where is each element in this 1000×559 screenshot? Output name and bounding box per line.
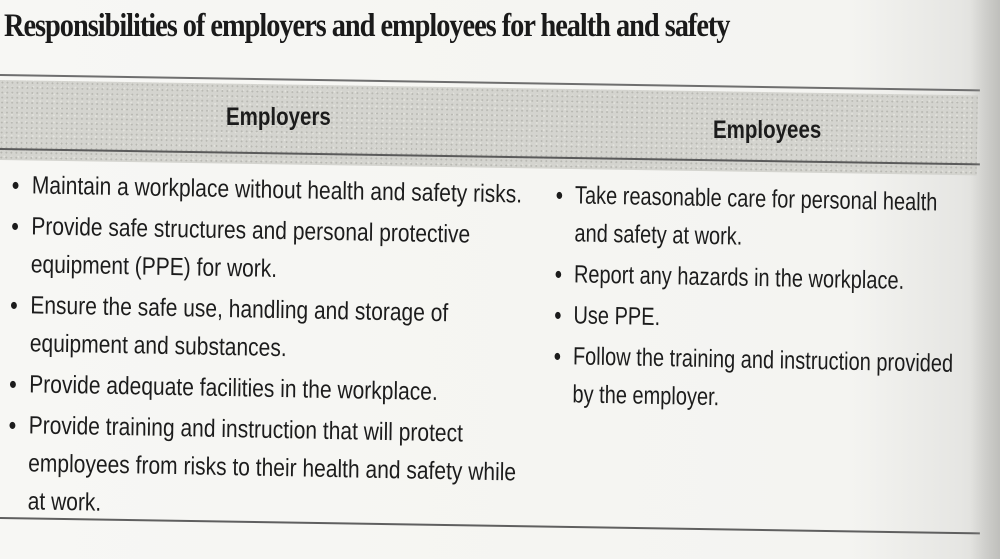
list-item: • Follow the training and instruction provided by the employer. <box>553 337 962 421</box>
list-item: • Use PPE. <box>554 296 962 342</box>
list-item: • Provide safe structures and personal protective equipment (PPE) for work. <box>10 207 523 293</box>
page-edge-shadow <box>970 0 1000 559</box>
list-item: • Ensure the safe use, handling and storage of equipment and substances. <box>9 286 522 372</box>
list-item: • Provide adequate facilities in the workplace. <box>9 365 522 413</box>
employees-column-header: Employees <box>713 116 822 144</box>
list-item: • Maintain a workplace without health and safety risks. <box>11 166 524 214</box>
list-item: • Take reasonable care for personal health and safety at work. <box>555 176 964 260</box>
list-item: • Report any hazards in the workplace. <box>555 255 963 301</box>
page-title: Responsibilities of employers and employees for health and safety <box>4 8 730 44</box>
list-item: • Provide training and instruction that will protect employees from risks to their health and safety while at work. <box>7 406 521 530</box>
employees-responsibilities-list <box>553 176 964 424</box>
employers-responsibilities-list <box>7 166 524 533</box>
employers-column-header: Employers <box>226 103 331 131</box>
